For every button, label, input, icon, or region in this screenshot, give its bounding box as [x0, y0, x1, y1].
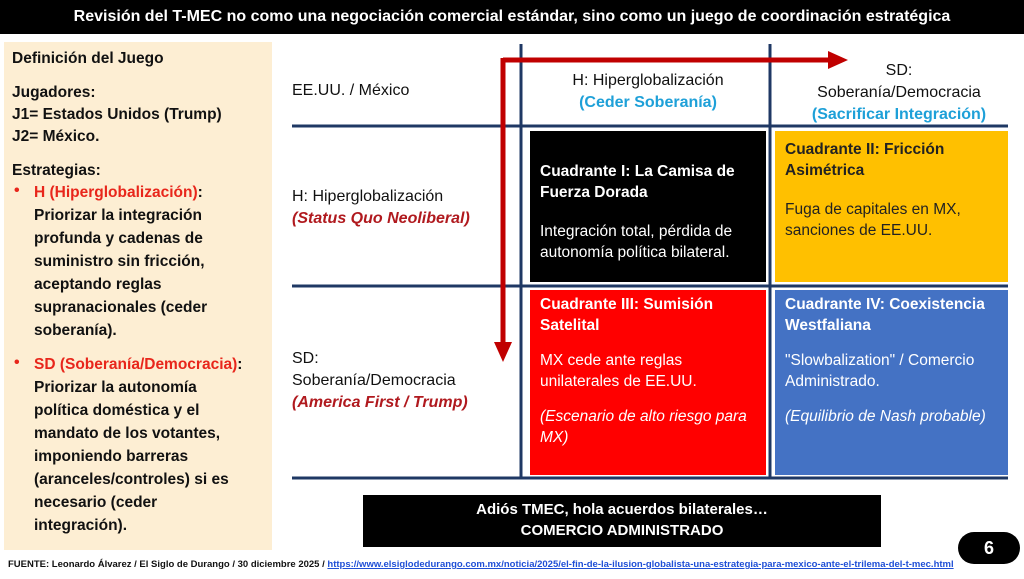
strategy-sd-name: SD (Soberanía/Democracia):	[34, 356, 243, 373]
quadrant-3-title: Cuadrante III: Sumisión Satelital	[540, 296, 714, 334]
column-sd-header: SD: Soberanía/Democracia (Sacrificar Integración)	[811, 62, 987, 123]
quadrant-3	[530, 290, 766, 475]
source-link[interactable]: https://www.elsiglodedurango.com.mx/noticia/2025/el-fin-de-la-ilusion-globalista-una-estrategia-para-mexico-ante-el-trilema-del-t-mec.html	[327, 559, 954, 570]
source-text: FUENTE: Leonardo Álvarez / El Siglo de Durango / 30 diciembre 2025 /	[8, 559, 328, 570]
strategy-h-name: H (Hiperglobalización):	[34, 184, 203, 201]
strategy-h-desc-5: supranacionales (ceder	[34, 299, 208, 316]
slide-title: Revisión del T-MEC no como una negociación comercial estándar, sino como un juego de coordinación estratégica	[0, 0, 1024, 34]
quadrant-3-body: MX cede ante reglas unilaterales de EE.UU.	[540, 352, 697, 390]
players-label: Jugadores:	[12, 84, 96, 101]
quadrant-2	[775, 131, 1008, 282]
quadrant-4-body: "Slowbalization" / Comercio Administrado.	[785, 352, 975, 390]
arrow-down-head	[494, 342, 512, 362]
strategy-sd-desc-2: política doméstica y el	[34, 402, 200, 419]
quadrant-4	[775, 290, 1008, 475]
strategy-sd-desc-7: integración).	[34, 517, 128, 534]
quadrant-1-title: Cuadrante I: La Camisa de Fuerza Dorada	[540, 163, 735, 201]
strategy-sd-desc-5: (aranceles/controles) si es	[34, 471, 229, 488]
conclusion-line-2: COMERCIO ADMINISTRADO	[520, 522, 724, 539]
page-number-badge: 6	[958, 532, 1020, 564]
quadrant-1	[530, 131, 766, 282]
conclusion-box	[363, 495, 881, 547]
strategy-h-desc-6: soberanía).	[34, 322, 117, 339]
strategy-sd-desc-4: imponiendo barreras	[34, 448, 189, 465]
quadrant-2-body: Fuga de capitales en MX, sanciones de EE.UU.	[785, 201, 961, 239]
strategies-label: Estrategias:	[12, 162, 101, 179]
definition-heading: Definición del Juego	[12, 50, 164, 67]
strategy-h-desc-3: suministro sin fricción,	[34, 253, 205, 270]
strategy-h-desc-1: Priorizar la integración	[34, 207, 202, 224]
quadrant-4-note: (Equilibrio de Nash probable)	[785, 408, 986, 425]
player-1: J1= Estados Unidos (Trump)	[12, 106, 222, 123]
row-sd-header: SD: Soberanía/Democracia (America First / Trump)	[292, 350, 468, 411]
quadrant-2-title: Cuadrante II: Fricción Asimétrica	[785, 141, 945, 179]
column-h-header: H: Hiperglobalización (Ceder Soberanía)	[572, 72, 724, 111]
bullet-sd: •	[14, 354, 20, 371]
conclusion-line-1: Adiós TMEC, hola acuerdos bilaterales…	[476, 501, 768, 518]
bullet-h: •	[14, 182, 20, 199]
quadrant-4-title: Cuadrante IV: Coexistencia Westfaliana	[785, 296, 985, 334]
strategy-sd-desc-6: necesario (ceder	[34, 494, 158, 511]
strategy-sd-desc-3: mandato de los votantes,	[34, 425, 221, 442]
row-h-header: H: Hiperglobalización (Status Quo Neoliberal)	[292, 188, 470, 227]
strategy-h-desc-4: aceptando reglas	[34, 276, 162, 293]
strategy-sd-desc-1: Priorizar la autonomía	[34, 379, 197, 396]
source-footer	[8, 559, 954, 570]
quadrant-1-body: Integración total, pérdida de autonomía política bilateral.	[540, 223, 733, 261]
quadrant-3-note: (Escenario de alto riesgo para MX)	[540, 408, 747, 446]
matrix-corner-label: EE.UU. / México	[292, 82, 410, 99]
player-2: J2= México.	[12, 128, 100, 145]
strategy-h-desc-2: profunda y cadenas de	[34, 230, 203, 247]
